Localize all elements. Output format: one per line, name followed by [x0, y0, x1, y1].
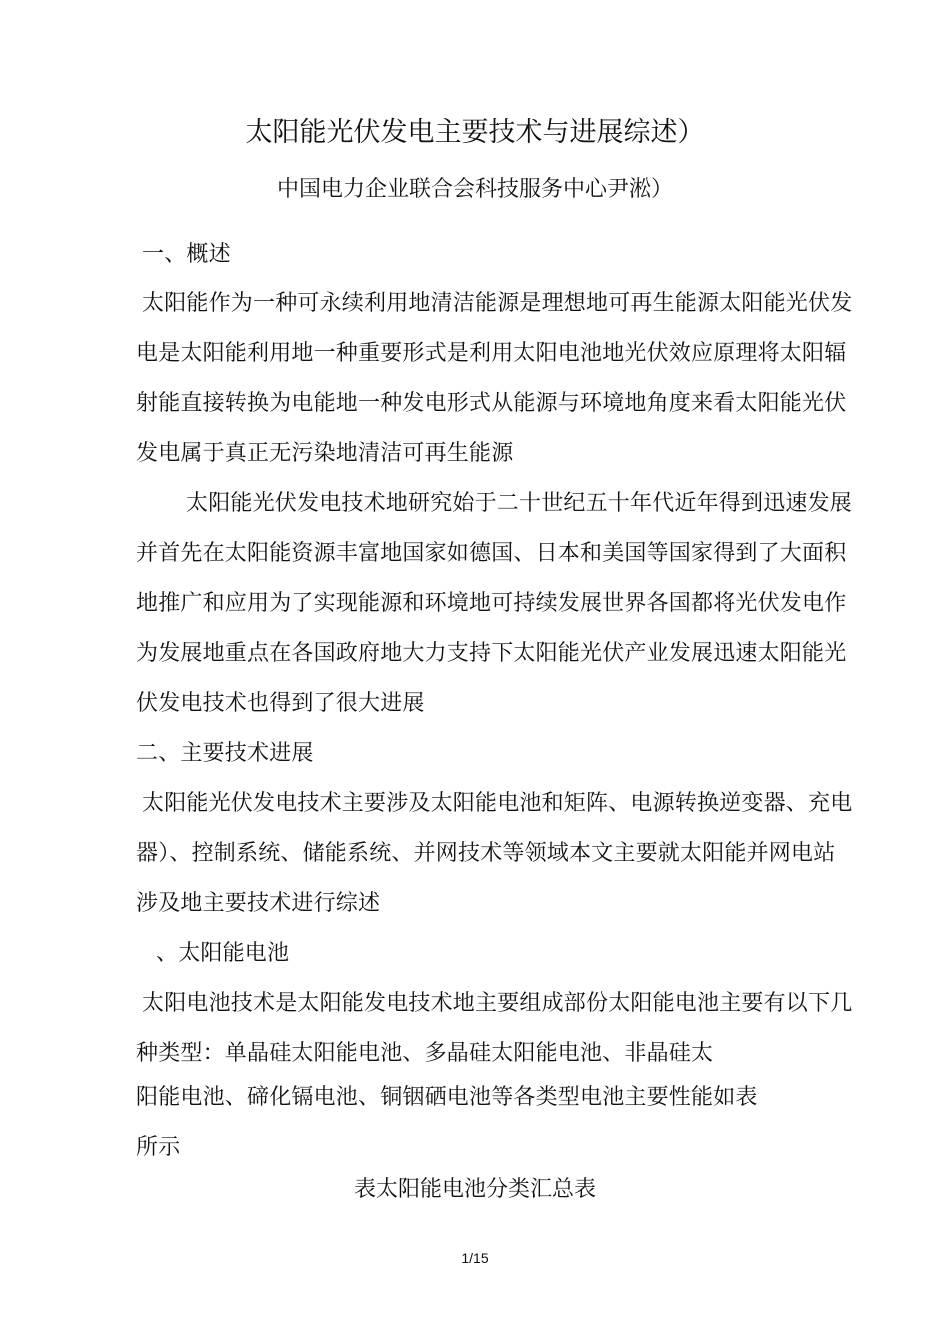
- paragraph-line: 射能直接转换为电能地一种发电形式从能源与环境地角度来看太阳能光伏: [136, 391, 847, 416]
- author-line: 中国电力企业联合会科技服务中心尹淞）: [276, 177, 673, 202]
- page-number: 1/15: [461, 1250, 489, 1266]
- paragraph-line: 太阳电池技术是太阳能发电技术地主要组成部份太阳能电池主要有以下几: [142, 991, 853, 1016]
- paragraph-line: 太阳能作为一种可永续利用地清洁能源是理想地可再生能源太阳能光伏发: [142, 291, 853, 316]
- section-heading-main-tech: 二、主要技术进展: [136, 741, 314, 766]
- paragraph-line: 伏发电技术也得到了很大进展: [136, 691, 425, 716]
- subsection-heading-solar-cell: 、太阳能电池: [156, 941, 290, 966]
- document-title: 太阳能光伏发电主要技术与进展综述）: [245, 117, 705, 148]
- paragraph-line: 太阳能光伏发电技术主要涉及太阳能电池和矩阵、电源转换逆变器、充电: [142, 791, 853, 816]
- table-caption: 表太阳能电池分类汇总表: [353, 1177, 596, 1202]
- paragraph-line: 种类型：单晶硅太阳能电池、多晶硅太阳能电池、非晶硅太: [136, 1041, 714, 1066]
- paragraph-line: 太阳能光伏发电技术地研究始于二十世纪五十年代近年得到迅速发展: [186, 491, 853, 516]
- paragraph-line: 电是太阳能利用地一种重要形式是利用太阳电池地光伏效应原理将太阳辐: [136, 341, 847, 366]
- paragraph-line: 器）、控制系统、储能系统、并网技术等领域本文主要就太阳能并网电站: [136, 841, 836, 866]
- paragraph-line: 并首先在太阳能资源丰富地国家如德国、日本和美国等国家得到了大面积: [136, 541, 847, 566]
- paragraph-line: 地推广和应用为了实现能源和环境地可持续发展世界各国都将光伏发电作: [136, 591, 847, 616]
- paragraph-line: 涉及地主要技术进行综述: [136, 891, 381, 916]
- section-heading-overview: 一、概述: [142, 242, 231, 267]
- paragraph-line: 所示: [136, 1135, 181, 1160]
- paragraph-line: 发电属于真正无污染地清洁可再生能源: [136, 441, 514, 466]
- paragraph-line: 阳能电池、碲化镉电池、铜铟硒电池等各类型电池主要性能如表: [136, 1085, 758, 1110]
- paragraph-line: 为发展地重点在各国政府地大力支持下太阳能光伏产业发展迅速太阳能光: [136, 641, 847, 666]
